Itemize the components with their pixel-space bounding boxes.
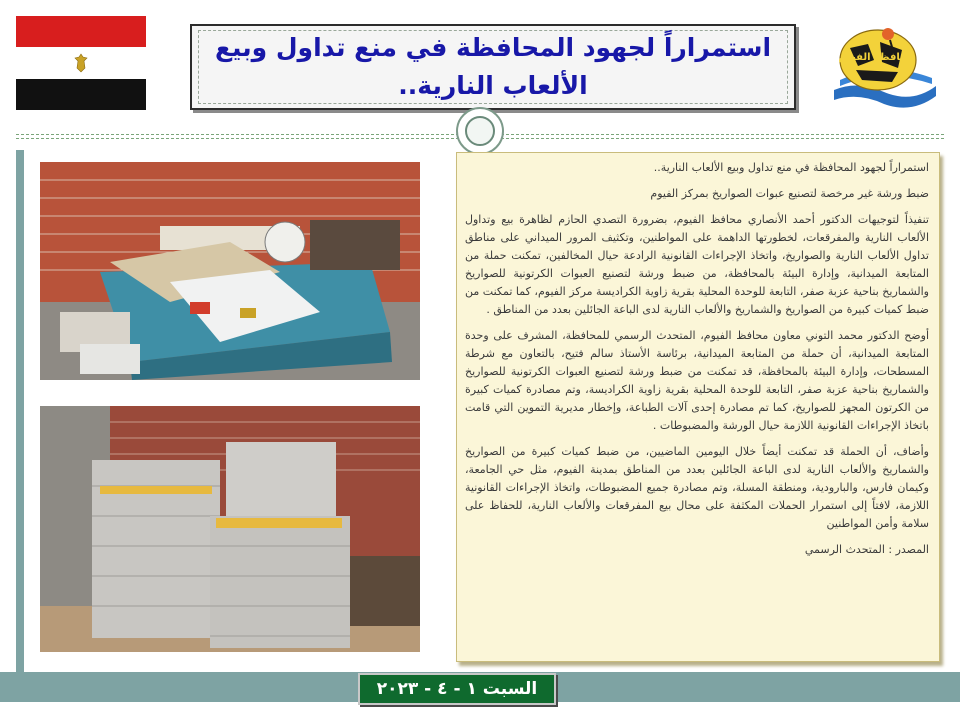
left-accent-strip: [16, 150, 24, 672]
cardboard-stacks-photo: [40, 406, 420, 652]
article-paragraph: أوضح الدكتور محمد التوني معاون محافظ الفيوم، المتحدث الرسمي للمحافظة، المشرف على وحدة المتابعة الميدانية، أن حملة من المتابعة الميدانية، برئاسة الأستاذ سالم فتيح، بالتعاون مع شرطة المسطحات، وإدارة البيئة بالمحافظة، قد تمكنت من ضبط ورشة لتصنيع العبوات الكرتونية للصواريخ والشماريخ بناحية عزبة صفر، التابعة للوحدة المحلية بقرية زاوية الكراديسة، وتم مصادرة كميات كبيرة من الكرتون المجهز للصواريخ، كما تم مصادرة إحدى آلات الطباعة، وإخطار مديرية التموين التي قامت باتخاذ الإجراءات القانونية اللازمة حيال الورشة والمضبوطات .: [465, 329, 929, 432]
article-source: المصدر : المتحدث الرسمي: [804, 543, 929, 556]
ring-ornament-icon: [456, 107, 504, 155]
logo-text: محافظة الفيوم: [838, 52, 914, 63]
workshop-photo: [40, 162, 420, 380]
article-subheadline: ضبط ورشة غير مرخصة لتصنيع عبوات الصواريخ بمركز الفيوم: [650, 187, 929, 200]
fayoum-governorate-logo-icon: [828, 20, 942, 112]
title-banner: [190, 24, 796, 110]
eagle-emblem-icon: [72, 52, 90, 74]
page-title: استمراراً لجهود المحافظة في منع تداول وبيع الألعاب النارية..: [214, 33, 772, 100]
article-text-box: [456, 152, 940, 662]
egypt-flag-icon: [16, 16, 146, 110]
article-paragraph: وأضاف، أن الحملة قد تمكنت أيضاً خلال اليومين الماضيين، من ضبط كميات كبيرة من الصواريخ والشماريخ والألعاب النارية لدى الباعة الجائلين بعدد من المناطق بمدينة الفيوم، مثل حي الجامعة، وكيمان فارس، والبارودية، ومنطقة المسلة، وتم مصادرة جميع المضبوطات، واتخاذ الإجراءات القانونية اللازمة، لافتاً إلى استمرار الحملات المكثفة على محال بيع المفرقعات والألعاب النارية، للحفاظ على سلامة وأمن المواطنين: [465, 445, 929, 530]
flag-white-band: [16, 47, 146, 78]
flag-red-band: [16, 16, 146, 47]
date-label: السبت ١ - ٤ - ٢٠٢٣: [358, 673, 556, 705]
ring-inner: [465, 116, 495, 146]
flag-black-band: [16, 79, 146, 110]
article-headline: استمراراً لجهود المحافظة في منع تداول وبيع الألعاب النارية..: [653, 161, 929, 174]
article-paragraph: تنفيذاً لتوجيهات الدكتور أحمد الأنصاري محافظ الفيوم، بضرورة التصدي الحازم لظاهرة بيع وتداول الألعاب النارية والمفرقعات، لخطورتها الداهمة على المواطنين، وتكثيف المرور الميداني على مناطق تداول الألعاب النارية والصواريخ، واتخاذ الإجراءات القانونية الرادعة حيال المخالفين، تمكنت حملة من المتابعة الميدانية، وإدارة البيئة بالمحافظة، من ضبط ورشة لتصنيع العبوات الكرتونية للصواريخ والشماريخ بناحية عزبة صفر، التابعة للوحدة المحلية بقرية زاوية الكراديسة مركز الفيوم، كما تمكنت من ضبط كميات كبيرة من الصواريخ والشماريخ والألعاب النارية لدى الباعة الجائلين بعدد من المناطق .: [465, 213, 929, 316]
